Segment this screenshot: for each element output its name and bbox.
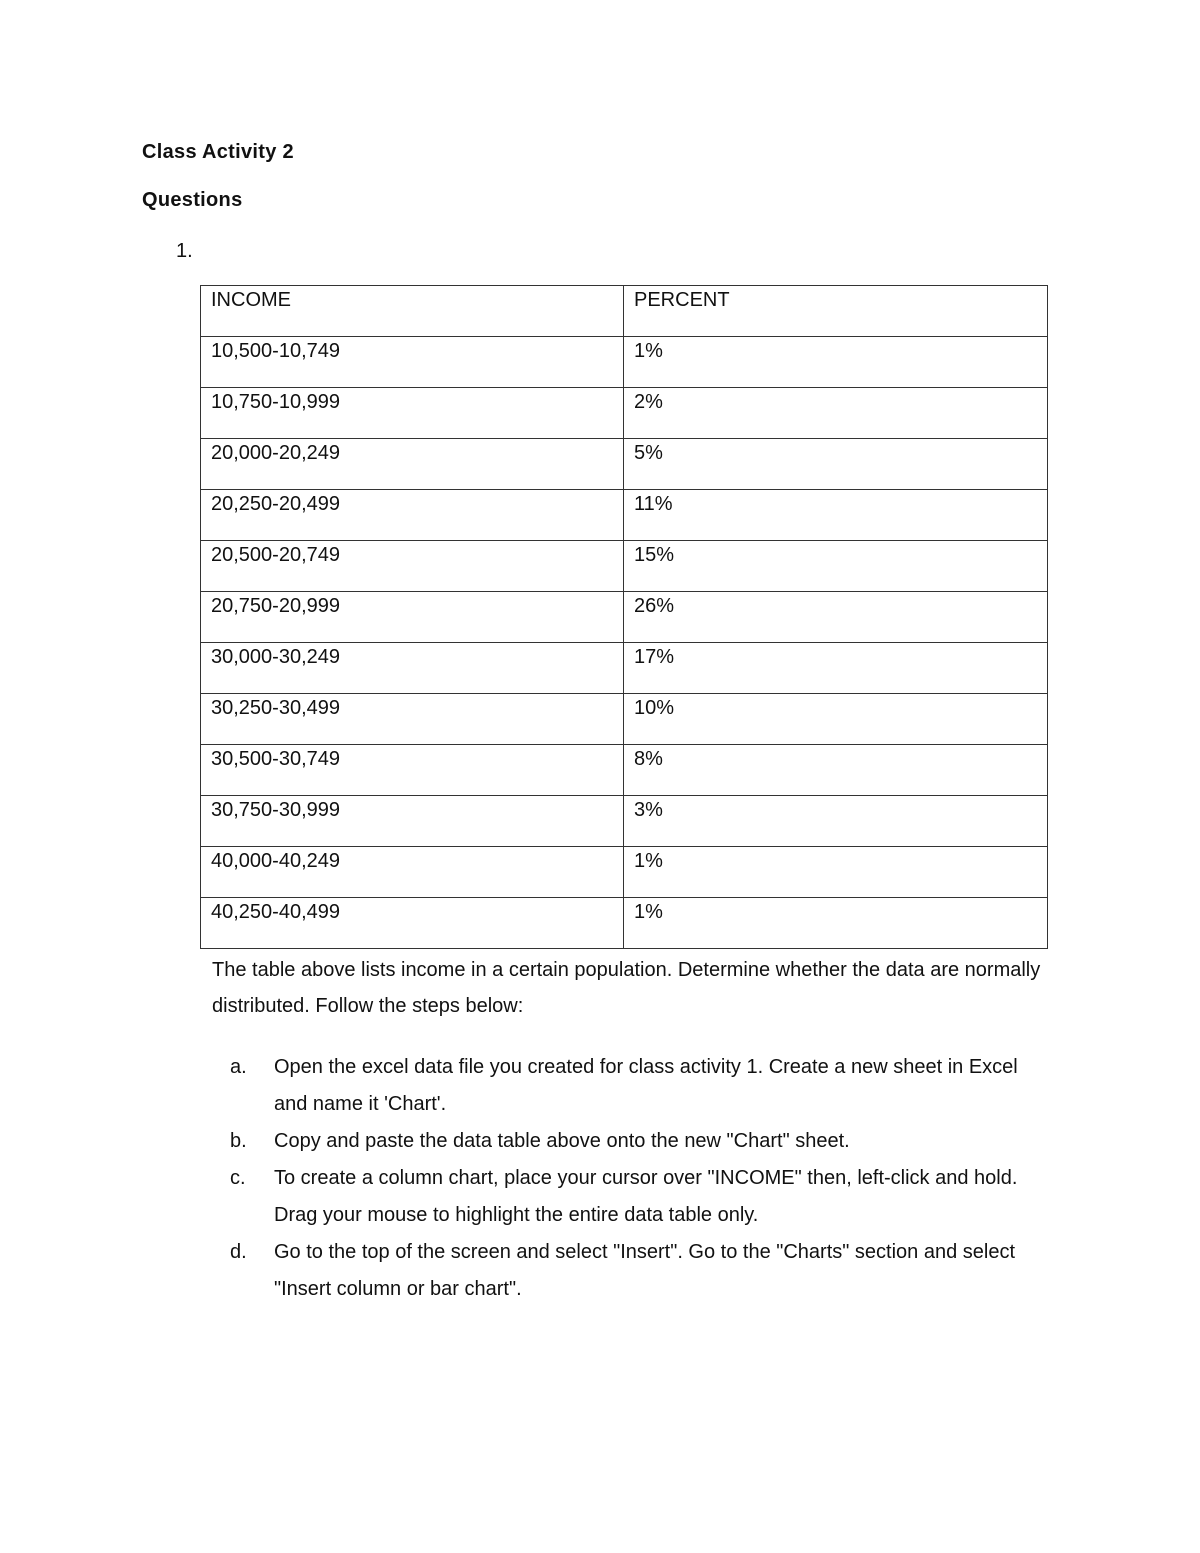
income-cell: 40,250-40,499 xyxy=(201,898,624,949)
list-item xyxy=(212,1049,1052,1123)
step-text: Go to the top of the screen and select "Insert". Go to the "Charts" section and select "Insert column or bar chart". xyxy=(274,1241,1016,1300)
table-row xyxy=(201,388,1048,439)
list-marker: d. xyxy=(230,1241,247,1263)
income-cell: 10,750-10,999 xyxy=(201,388,624,439)
percent-cell: 1% xyxy=(624,898,1048,949)
percent-cell: 8% xyxy=(624,745,1048,796)
income-cell: 20,750-20,999 xyxy=(201,592,624,643)
table-row xyxy=(201,898,1048,949)
percent-cell: 5% xyxy=(624,439,1048,490)
list-marker: a. xyxy=(230,1056,247,1078)
table-header-row xyxy=(201,286,1048,337)
income-cell: 30,750-30,999 xyxy=(201,796,624,847)
income-table xyxy=(200,285,1048,949)
steps-list xyxy=(212,1049,1052,1308)
percent-cell: 15% xyxy=(624,541,1048,592)
list-marker: c. xyxy=(230,1167,246,1189)
table-row xyxy=(201,745,1048,796)
percent-cell: 26% xyxy=(624,592,1048,643)
table-row xyxy=(201,847,1048,898)
income-cell: 20,500-20,749 xyxy=(201,541,624,592)
income-cell: 20,000-20,249 xyxy=(201,439,624,490)
question-number: 1. xyxy=(176,240,193,262)
section-heading: Questions xyxy=(142,189,243,211)
percent-cell: 1% xyxy=(624,337,1048,388)
percent-cell: 3% xyxy=(624,796,1048,847)
list-item xyxy=(212,1160,1052,1234)
table-row xyxy=(201,541,1048,592)
income-cell: 30,500-30,749 xyxy=(201,745,624,796)
income-cell: 30,000-30,249 xyxy=(201,643,624,694)
table-row xyxy=(201,796,1048,847)
percent-cell: 17% xyxy=(624,643,1048,694)
table-row xyxy=(201,490,1048,541)
intro-paragraph: The table above lists income in a certain population. Determine whether the data are normally distributed. Follow the steps below: xyxy=(212,959,1041,1017)
percent-cell: 11% xyxy=(624,490,1048,541)
table-row xyxy=(201,643,1048,694)
table-row xyxy=(201,694,1048,745)
income-cell: 20,250-20,499 xyxy=(201,490,624,541)
page-title: Class Activity 2 xyxy=(142,141,294,163)
percent-cell: 1% xyxy=(624,847,1048,898)
percent-cell: 2% xyxy=(624,388,1048,439)
income-cell: 40,000-40,249 xyxy=(201,847,624,898)
list-marker: b. xyxy=(230,1130,247,1152)
income-cell: 10,500-10,749 xyxy=(201,337,624,388)
list-item xyxy=(212,1123,1052,1160)
table-row xyxy=(201,439,1048,490)
table-header-cell: INCOME xyxy=(201,286,624,337)
table-row xyxy=(201,337,1048,388)
list-item xyxy=(212,1234,1052,1308)
percent-cell: 10% xyxy=(624,694,1048,745)
step-text: To create a column chart, place your cursor over "INCOME" then, left-click and hold. Drag your mouse to highlight the entire data table only. xyxy=(274,1167,1018,1226)
step-text: Open the excel data file you created for class activity 1. Create a new sheet in Excel and name it 'Chart'. xyxy=(274,1056,1018,1115)
table-row xyxy=(201,592,1048,643)
table-header-cell: PERCENT xyxy=(624,286,1048,337)
step-text: Copy and paste the data table above onto the new "Chart" sheet. xyxy=(274,1130,850,1152)
income-cell: 30,250-30,499 xyxy=(201,694,624,745)
